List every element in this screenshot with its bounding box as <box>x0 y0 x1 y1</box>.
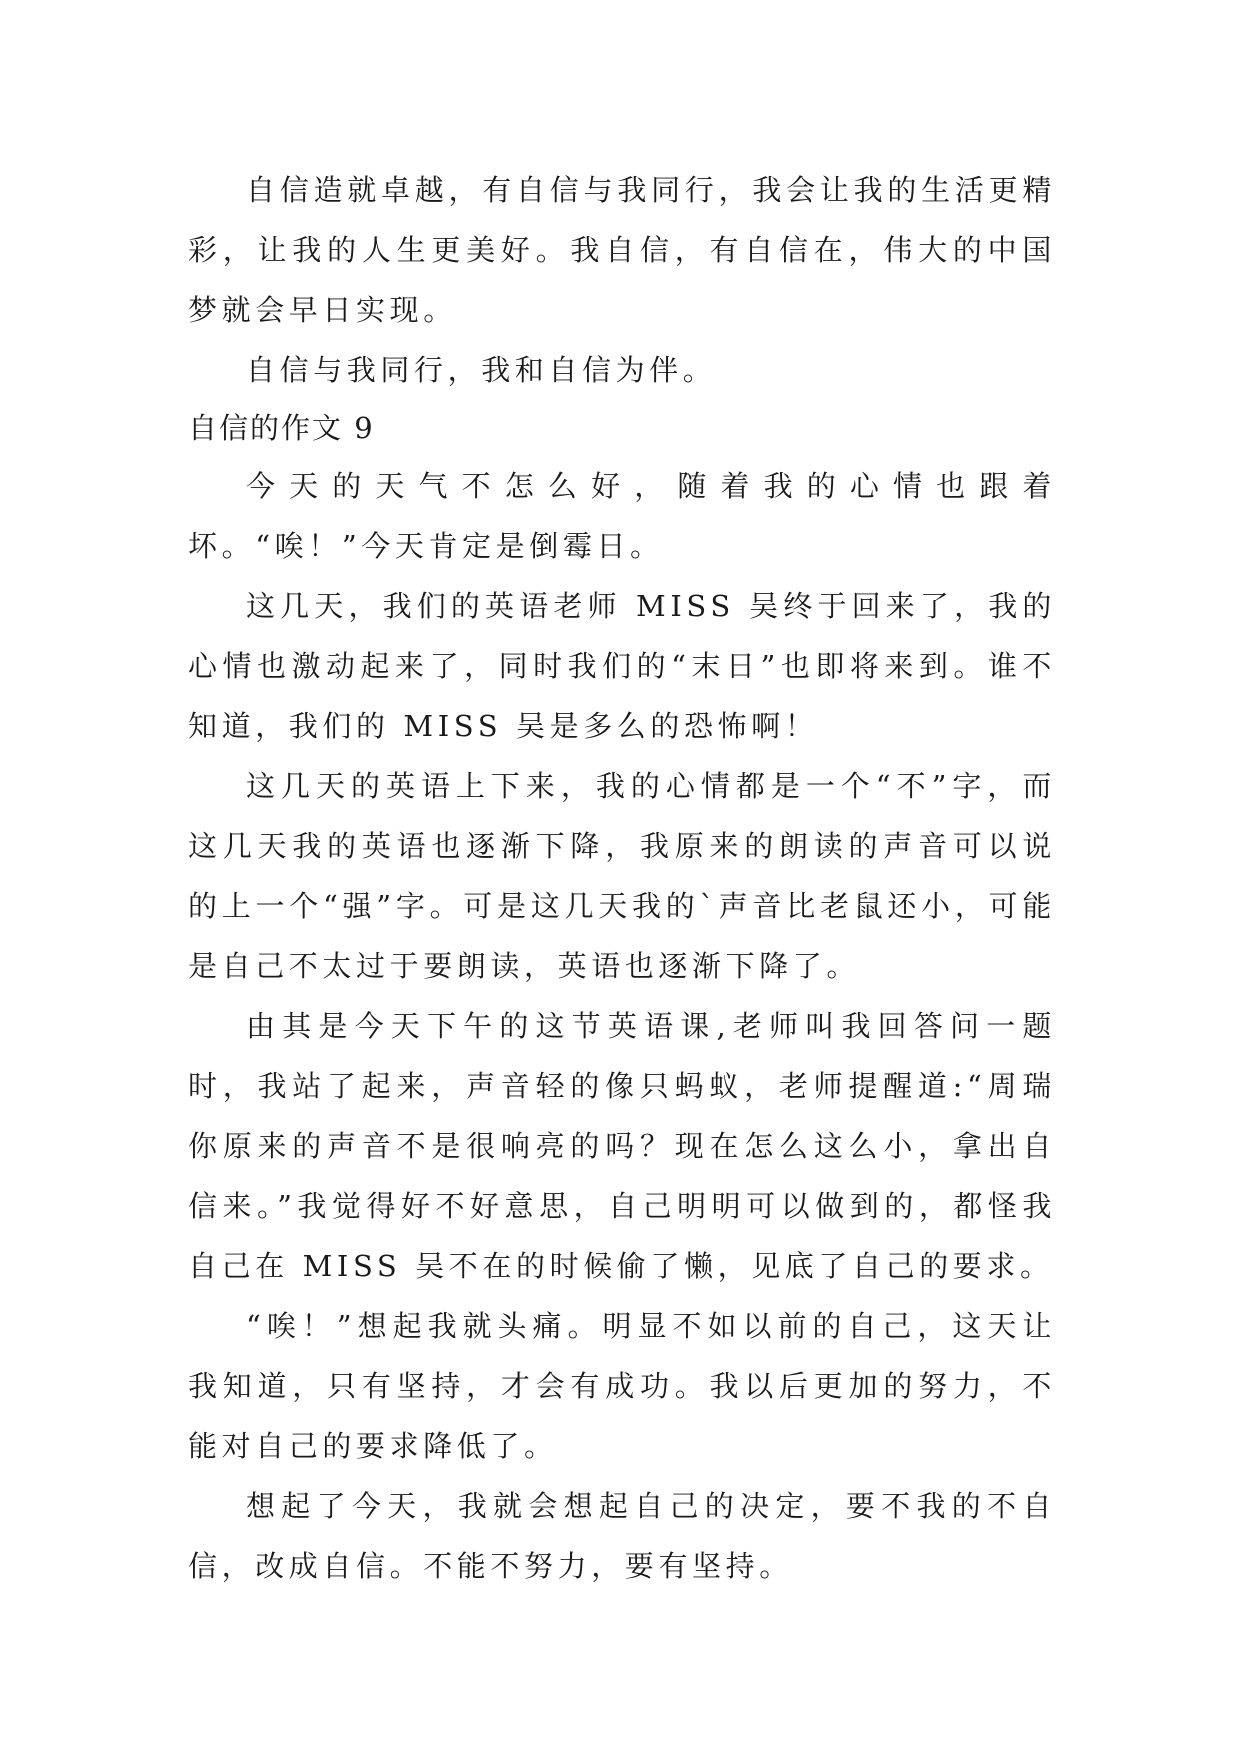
paragraph-8: 想起了今天，我就会想起自己的决定，要不我的不自信，改成自信。不能不努力，要有坚持。 <box>188 1489 1056 1583</box>
paragraph-6: 由其是今天下午的这节英语课,老师叫我回答问一题时，我站了起来，声音轻的像只蚂蚁，老师提醒道:“周瑞你原来的声音不是很响亮的吗？现在怎么这么小，拿出自信来。”我觉得好不好意思，自己明明可以做到的，都怪我自己在 MISS 吴不在的时候偷了懒，见底了自己的要求。 <box>188 1009 1056 1283</box>
paragraph-1: 自信造就卓越，有自信与我同行，我会让我的生活更精彩，让我的人生更美好。我自信，有自信在，伟大的中国梦就会早日实现。 <box>188 173 1056 327</box>
paragraph-4: 这几天，我们的英语老师 MISS 吴终于回来了，我的心情也激动起来了，同时我们的“末日”也即将来到。谁不知道，我们的 MISS 吴是多么的恐怖啊！ <box>188 589 1056 743</box>
paragraph-2: 自信与我同行，我和自信为伴。 <box>246 353 717 387</box>
paragraph-7: “唉！”想起我就头痛。明显不如以前的自己，这天让我知道，只有坚持，才会有成功。我以后更加的努力，不能对自己的要求降低了。 <box>188 1309 1056 1463</box>
document-page <box>188 160 1056 1596</box>
paragraph-3: 今天的天气不怎么好，随着我的心情也跟着坏。“唉！”今天肯定是倒霉日。 <box>188 469 1056 563</box>
essay-heading: 自信的作文 9 <box>188 411 375 445</box>
paragraph-5: 这几天的英语上下来，我的心情都是一个“不”字，而这几天我的英语也逐渐下降，我原来的朗读的声音可以说的上一个“强”字。可是这几天我的`声音比老鼠还小，可能是自己不太过于要朗读，英语也逐渐下降了。 <box>188 769 1056 983</box>
